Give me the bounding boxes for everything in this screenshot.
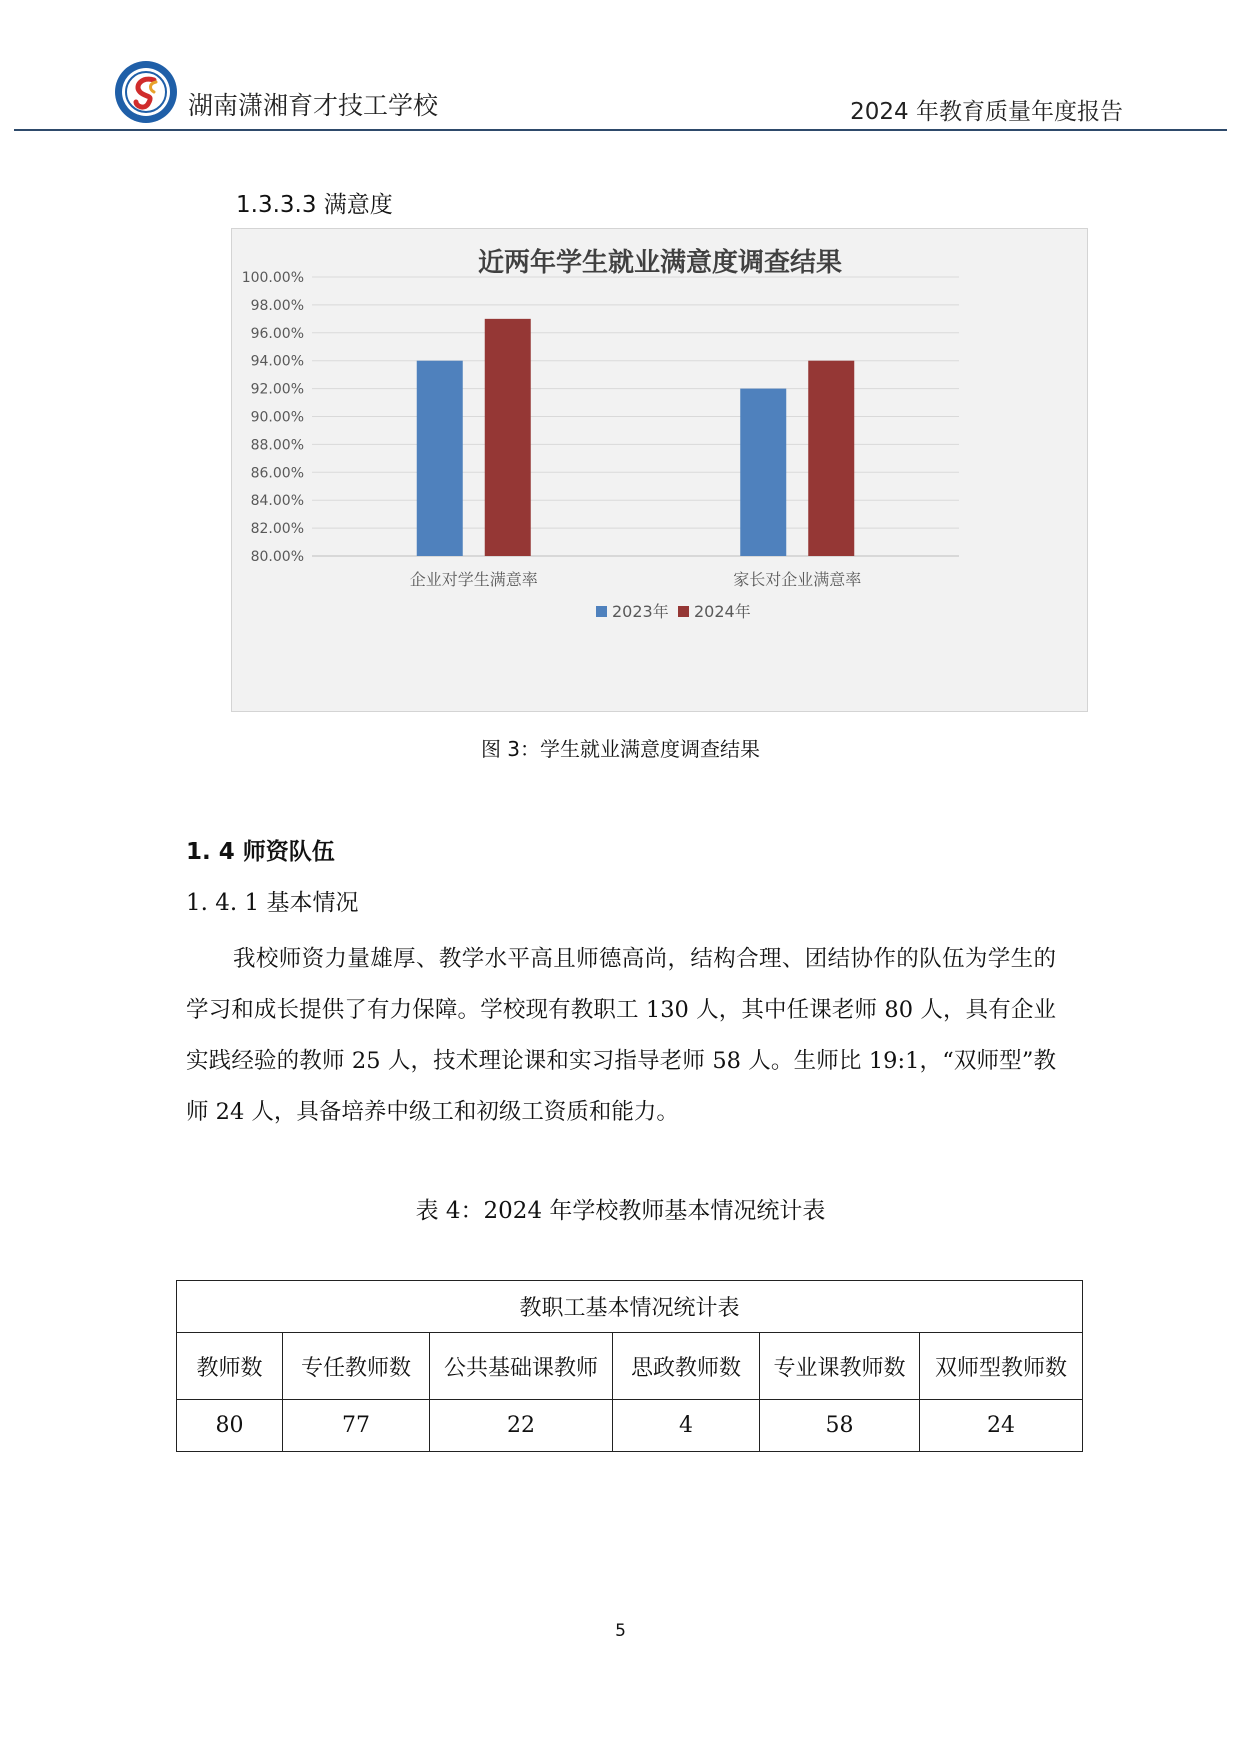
chart-canvas (232, 229, 1089, 713)
chart-title: 近两年学生就业满意度调查结果 (477, 248, 843, 278)
legend-label: 2023年 (612, 602, 669, 621)
table-value-cell: 58 (760, 1400, 920, 1452)
table-value-cell: 80 (177, 1400, 283, 1452)
legend-swatch (678, 606, 689, 617)
y-tick-label: 88.00% (250, 437, 304, 454)
y-tick-label: 86.00% (250, 465, 304, 482)
y-tick-label: 82.00% (250, 521, 304, 538)
y-tick-label: 94.00% (250, 353, 304, 370)
y-tick-label: 90.00% (250, 409, 304, 426)
y-tick-label: 96.00% (250, 325, 304, 342)
table-caption: 表 4：2024 年学校教师基本情况统计表 (415, 1198, 826, 1224)
legend-swatch (596, 606, 607, 617)
chart-bars (417, 319, 855, 556)
table-value-cell: 77 (283, 1400, 430, 1452)
report-title: 2024 年教育质量年度报告 (850, 99, 1123, 125)
body-paragraph: 我校师资力量雄厚、教学水平高且师德高尚，结构合理、团结协作的队伍为学生的学习和成长提供了有力保障。学校现有教职工 130 人，其中任课老师 80 人，具有企业实践经验的教师 25 人，技术理论课和实习指导老师 58 人。生师比 19:1，“双师型”教师 24 人，具备培养中级工和初级工资质和能力。 (186, 946, 1056, 1125)
chart-legend (596, 602, 751, 621)
table-header-cell: 思政教师数 (613, 1333, 760, 1400)
bar (808, 361, 854, 556)
table-header-cell: 专任教师数 (283, 1333, 430, 1400)
section-subheading-basic: 1. 4. 1 基本情况 (186, 890, 359, 916)
section-heading: 1. 4 师资队伍 (186, 839, 335, 865)
header-divider (14, 129, 1227, 131)
table-header-cell: 双师型教师数 (920, 1333, 1083, 1400)
legend-label: 2024年 (694, 602, 751, 621)
table-header-cell: 公共基础课教师 (430, 1333, 613, 1400)
table-header-cell: 教师数 (177, 1333, 283, 1400)
teacher-stats-table (176, 1280, 1083, 1452)
table-value-cell: 4 (613, 1400, 760, 1452)
table-value-cell: 22 (430, 1400, 613, 1452)
x-category-label: 家长对企业满意率 (733, 570, 862, 589)
y-tick-label: 100.00% (241, 270, 304, 286)
y-tick-label: 84.00% (250, 493, 304, 510)
figure-caption: 图 3：学生就业满意度调查结果 (480, 737, 761, 761)
school-emblem-icon (114, 60, 178, 124)
section-subheading: 1.3.3.3 满意度 (236, 192, 393, 218)
school-name: 湖南潇湘育才技工学校 (188, 91, 439, 120)
table-title: 教职工基本情况统计表 (177, 1281, 1083, 1333)
x-category-label: 企业对学生满意率 (409, 570, 538, 589)
page-number: 5 (615, 1621, 626, 1641)
bar (417, 361, 463, 556)
table-value-cell: 24 (920, 1400, 1083, 1452)
bar (740, 389, 786, 556)
table-header-cell: 专业课教师数 (760, 1333, 920, 1400)
y-tick-label: 92.00% (250, 381, 304, 398)
chart-gridlines (312, 277, 959, 556)
bar (485, 319, 531, 556)
y-tick-label: 98.00% (250, 297, 304, 314)
satisfaction-chart (231, 228, 1088, 712)
chart-y-ticks (242, 270, 304, 565)
chart-x-labels (410, 570, 862, 589)
y-tick-label: 80.00% (250, 549, 304, 565)
